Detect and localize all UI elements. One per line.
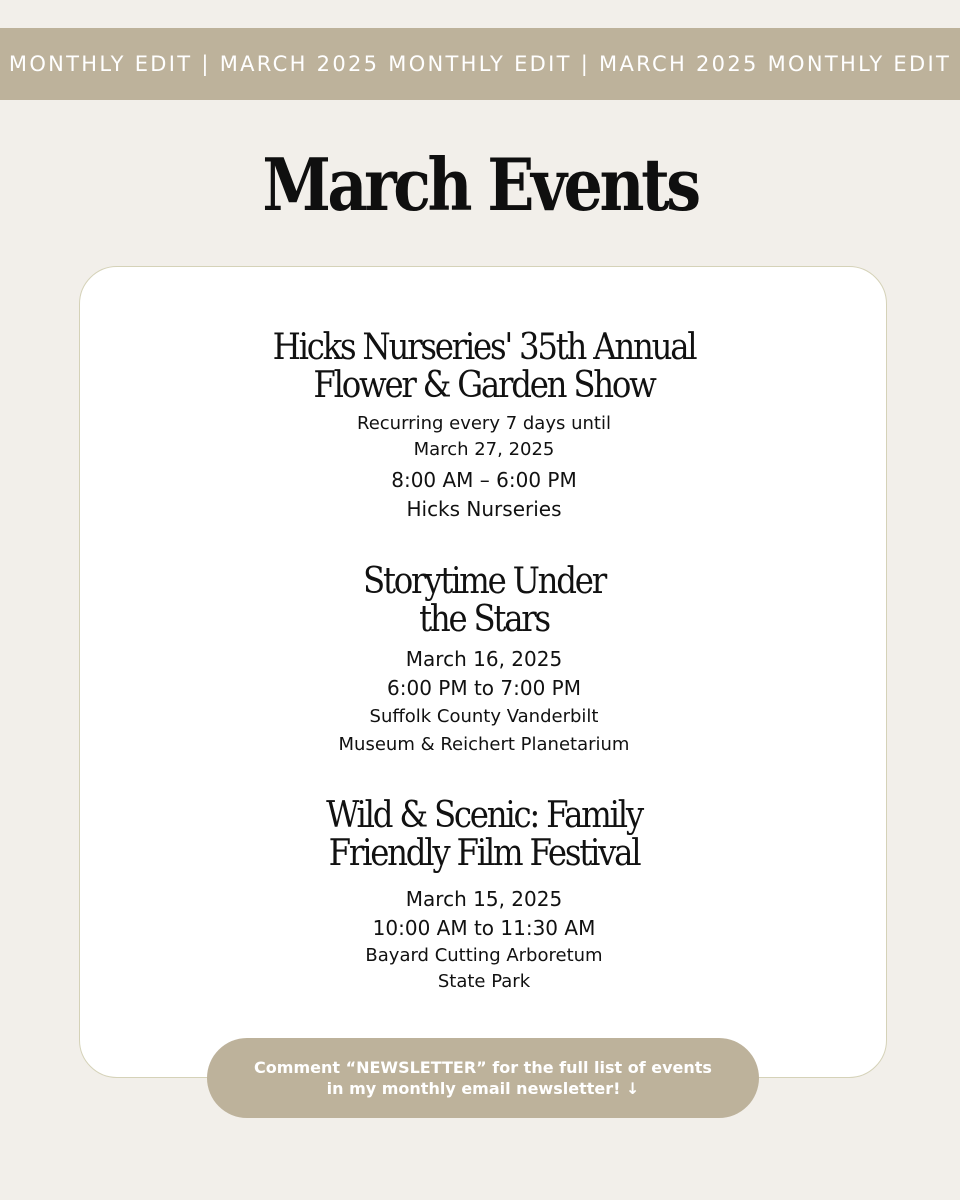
event-date: March 27, 2025 — [413, 439, 555, 460]
page-title: March Events — [262, 142, 698, 227]
event-item — [80, 797, 888, 995]
event-title: Hicks Nurseries' 35th Annual — [272, 327, 696, 368]
event-date: March 16, 2025 — [405, 647, 563, 671]
event-title: the Stars — [419, 599, 549, 640]
top-banner — [0, 28, 960, 100]
event-date: March 15, 2025 — [405, 887, 563, 911]
cta-line: in my monthly email newsletter! ↓ — [326, 1079, 640, 1098]
event-time: 6:00 PM to 7:00 PM — [387, 676, 581, 700]
event-time: 8:00 AM – 6:00 PM — [391, 468, 577, 492]
cta-line: Comment “NEWSLETTER” for the full list of events — [254, 1058, 712, 1077]
event-time: 10:00 AM to 11:30 AM — [372, 916, 596, 940]
events-card — [79, 266, 887, 1078]
event-location: Suffolk County Vanderbilt — [369, 706, 599, 727]
event-location: State Park — [437, 971, 531, 992]
event-title: Wild & Scenic: Family — [326, 795, 642, 836]
event-title: Storytime Under — [363, 561, 605, 602]
event-item — [80, 329, 888, 524]
event-title: Friendly Film Festival — [328, 833, 640, 874]
event-location: Hicks Nurseries — [406, 497, 562, 521]
newsletter-cta-pill — [207, 1038, 759, 1118]
event-title: Flower & Garden Show — [313, 365, 655, 406]
event-recurrence: Recurring every 7 days until — [357, 413, 611, 434]
banner-text: MONTHLY EDIT | MARCH 2025 MONTHLY EDIT | MARCH 2025 MONTHLY EDIT — [8, 52, 952, 76]
event-item — [80, 563, 888, 759]
event-location: Bayard Cutting Arboretum — [365, 945, 603, 966]
event-location: Museum & Reichert Planetarium — [338, 734, 630, 755]
